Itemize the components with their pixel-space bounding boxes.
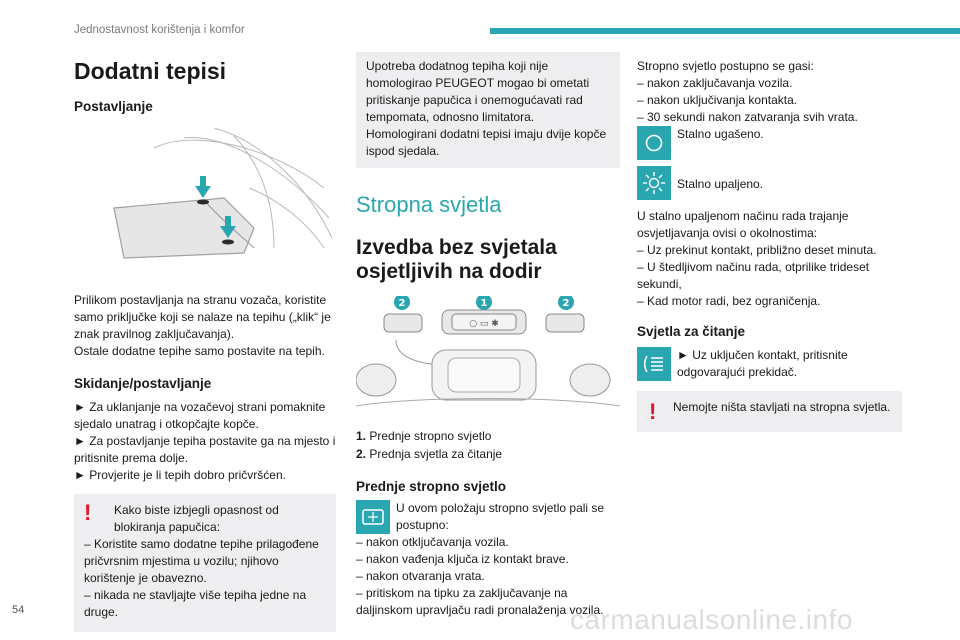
watermark: carmanualsonline.info — [570, 604, 853, 635]
front-heading: Prednje stropno svjetlo — [356, 478, 507, 494]
legend — [356, 428, 620, 462]
section-title: Stropna svjetla — [356, 192, 502, 218]
light-off-icon — [637, 126, 671, 160]
step: ► Provjerite je li tepih dobro pričvršćen. — [74, 468, 286, 483]
warning-icon: ! — [84, 500, 92, 526]
note-box — [356, 52, 620, 168]
front-item: – pritiskom na tipku za zaključavanje na daljinskom upravljaču radi pronalaženja vozila. — [356, 585, 604, 617]
legend-text: Prednje stropno svjetlo — [369, 429, 492, 444]
section-subtitle: Izvedba bez svjetala osjetljivih na dodir — [356, 236, 557, 284]
front-item: – nakon vađenja ključa iz kontakt brave. — [356, 551, 569, 566]
column-1 — [74, 52, 336, 632]
callout-label: 2 — [562, 298, 570, 310]
warning-lead: Kako biste izbjegli opasnost od blokiranja papučica: — [114, 503, 279, 535]
on-label: Stalno upaljeno. — [677, 177, 764, 192]
warning-text: Nemojte ništa stavljati na stropna svjetla. — [673, 400, 891, 415]
legend-number: 2. — [356, 446, 367, 461]
fade-item: – nakon uključivanja kontakta. — [637, 93, 798, 108]
callout-label: 1 — [480, 298, 488, 310]
reading-heading: Svjetla za čitanje — [637, 324, 746, 340]
fade-item: – nakon zaključavanja vozila. — [637, 76, 793, 91]
off-row — [637, 126, 902, 160]
reading-text: ► Uz uključen kontakt, pritisnite odgovarajući prekidač. — [677, 348, 848, 380]
perm-item: – Kad motor radi, bez ograničenja. — [637, 294, 821, 309]
front-lead-row — [356, 500, 620, 534]
page-title: Dodatni tepisi — [74, 58, 227, 84]
reading-row — [637, 347, 902, 381]
floor-mat-illustration — [74, 128, 336, 278]
column-3 — [637, 58, 902, 432]
legend-text: Prednja svjetla za čitanje — [369, 446, 503, 461]
front-lead: U ovom položaju stropno svjetlo pali se postupno: — [396, 500, 605, 532]
step: ► Za uklanjanje na vozačevoj strani pomaknite sjedalo unatrag i otkopčajte kopče. — [74, 400, 326, 432]
install-text-2: Ostale dodatne tepihe samo postavite na tepih. — [74, 344, 325, 359]
warning-box — [637, 391, 902, 432]
header-accent-bar — [490, 28, 960, 34]
on-row — [637, 166, 902, 200]
warning-item: – Koristite samo dodatne tepihe prilagođene pričvrsnim mjestima u vozilu; njihovo korištenje je obavezno. — [84, 537, 319, 586]
front-item: – nakon otključavanja vozila. — [356, 534, 509, 549]
header-section-title: Jednostavnost korištenja i komfor — [74, 24, 245, 36]
perm-item: – U štedljivom načinu rada, otprilike trideset sekundi, — [637, 260, 870, 292]
install-text: Prilikom postavljanja na stranu vozača, koristite samo priključke koji se nalaze na tepihu („klik“ je znak pravilnog zaključavanja). — [74, 293, 331, 342]
warning-icon: ! — [649, 399, 657, 425]
fade-item: – 30 sekundi nakon zatvaranja svih vrata. — [637, 110, 858, 125]
light-on-icon — [637, 166, 671, 200]
step: ► Za postavljanje tepiha postavite ga na mjesto i pritisnite prema dolje. — [74, 434, 336, 466]
perm-lead: U stalno upaljenom načinu rada trajanje osvjetljavanja ovisi o okolnostima: — [637, 209, 849, 241]
warning-item: – nikada ne stavljajte više tepiha jedne na druge. — [84, 588, 307, 620]
svg-text:○ ▭ ✱: ○ ▭ ✱ — [469, 319, 499, 330]
callout-label: 2 — [398, 298, 406, 310]
reading-light-icon — [637, 347, 671, 381]
note-text: Homologirani dodatni tepisi imaju dvije kopče ispod sjedala. — [366, 127, 607, 159]
front-item: – nakon otvaranja vrata. — [356, 568, 485, 583]
perm-item: – Uz prekinut kontakt, približno deset minuta. — [637, 243, 877, 258]
page-number: 54 — [12, 604, 25, 616]
column-2 — [356, 52, 620, 619]
legend-number: 1. — [356, 429, 367, 444]
warning-box — [74, 494, 336, 631]
install-heading: Postavljanje — [74, 99, 153, 114]
door-mode-icon — [356, 500, 390, 534]
note-text: Upotreba dodatnog tepiha koji nije homologirao PEUGEOT mogao bi ometati pritiskanje papučica i onemogućavati rad tempomata, odnosno limitatora. — [366, 59, 590, 125]
fade-lead: Stropno svjetlo postupno se gasi: — [637, 59, 814, 73]
off-label: Stalno ugašeno. — [677, 127, 764, 142]
remove-heading: Skidanje/postavljanje — [74, 376, 212, 392]
ceiling-light-illustration — [356, 296, 620, 416]
